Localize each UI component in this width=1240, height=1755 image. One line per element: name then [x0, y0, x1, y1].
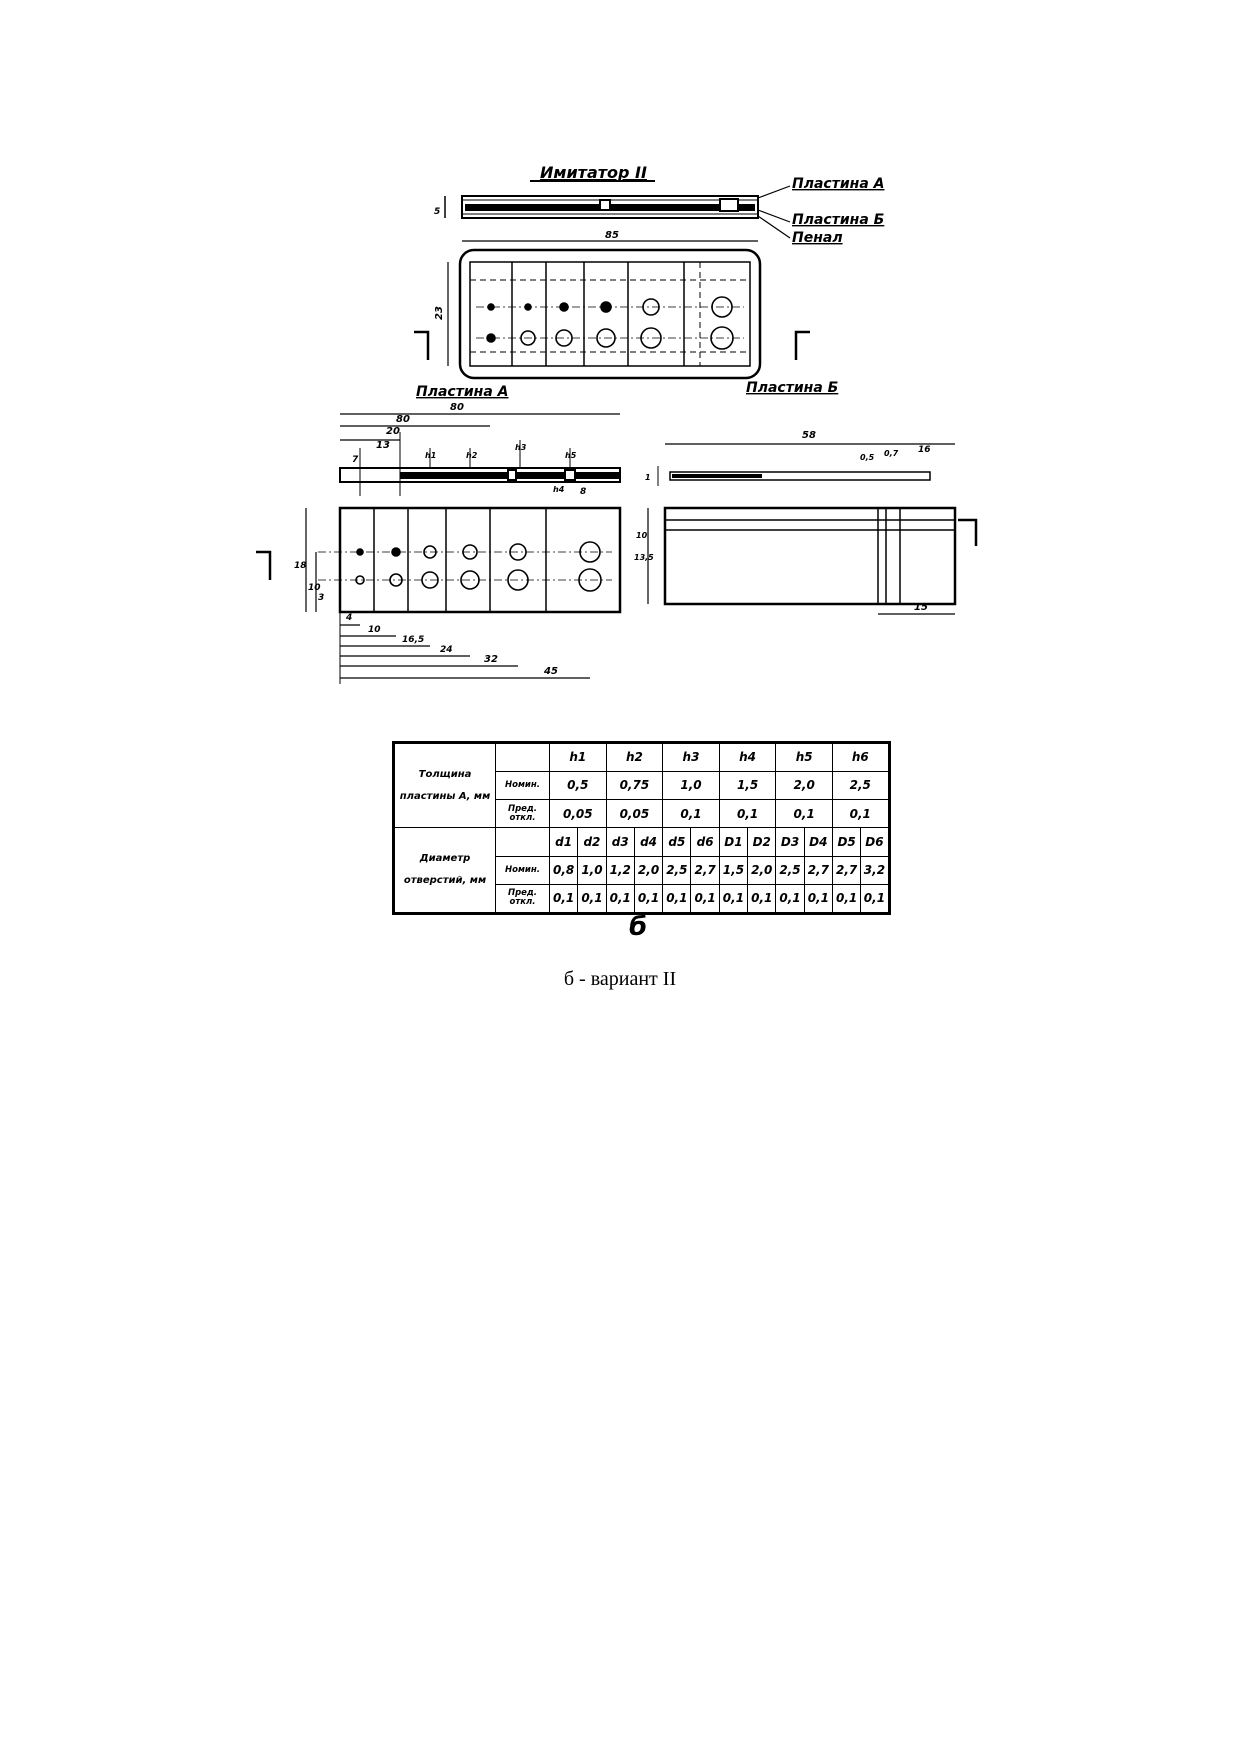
dimension-label: 13 — [376, 440, 390, 451]
plate-a-plan — [340, 508, 620, 612]
row-header-diameter: Диаметр отверстий, мм — [394, 828, 496, 914]
table-cell: 2,5 — [776, 856, 804, 884]
table-cell: 0,1 — [663, 800, 720, 828]
dimension-label: 32 — [484, 654, 498, 665]
dimension-label: 24 — [440, 645, 453, 655]
table-row-h-labels — [394, 743, 890, 772]
table-cell: 2,5 — [663, 856, 691, 884]
dimension-label: 20 — [386, 426, 400, 437]
dimension-label: 10 — [308, 583, 321, 593]
table-cell: 1,5 — [719, 856, 747, 884]
dimension-label: 13,5 — [634, 553, 654, 562]
row-header-thickness: Толщина пластины А, мм — [394, 743, 496, 828]
table-cell: 1,5 — [719, 772, 776, 800]
label-plate-a-top: Пластина А — [792, 176, 885, 192]
table-cell: 0,05 — [606, 800, 663, 828]
h-label: h2 — [606, 743, 663, 772]
table-cell: D3 — [776, 828, 804, 856]
table-cell: 0,1 — [578, 884, 606, 913]
dimension-label: 3 — [318, 593, 325, 603]
dimension-label: 7 — [352, 455, 359, 465]
label-plate-a-bottom: Пластина А — [416, 384, 509, 400]
dimension-label: 45 — [544, 666, 558, 677]
dimension-label: 23 — [434, 306, 445, 320]
spec-table — [392, 741, 891, 915]
dimension-label: 18 — [294, 561, 307, 571]
dimension-label: h4 — [553, 485, 565, 494]
dimension-label: 0,7 — [884, 449, 899, 458]
dimension-label: 80 — [396, 414, 410, 425]
table-cell: 0,1 — [663, 884, 691, 913]
table-cell: d5 — [663, 828, 691, 856]
technical-drawing — [0, 0, 1240, 720]
h-label: h1 — [550, 743, 607, 772]
table-cell — [496, 743, 550, 772]
table-cell: 2,7 — [804, 856, 832, 884]
table-cell: D5 — [832, 828, 860, 856]
dimension-label: 16,5 — [402, 635, 425, 645]
table-cell: 0,1 — [691, 884, 719, 913]
table-cell: 0,75 — [606, 772, 663, 800]
table-cell: 0,1 — [861, 884, 889, 913]
table-cell: 0,1 — [832, 884, 860, 913]
figure-letter: б — [629, 912, 648, 942]
label-case: Пенал — [792, 230, 843, 246]
tolerance-label: Пред. откл. — [496, 800, 550, 828]
table-cell: Номин. — [496, 856, 550, 884]
table-row-d-labels — [394, 828, 890, 856]
dimension-label: h2 — [466, 451, 478, 460]
table-cell: 2,0 — [748, 856, 776, 884]
table-cell — [496, 828, 550, 856]
dimension-label: 1 — [645, 473, 651, 482]
dimension-label: 85 — [605, 230, 619, 241]
dimension-label: 80 — [450, 402, 464, 413]
table-cell: 0,5 — [550, 772, 607, 800]
table-cell: 1,0 — [663, 772, 720, 800]
plate-a-holes — [318, 542, 612, 591]
dimension-label: 16 — [918, 445, 931, 455]
table-cell: 2,7 — [691, 856, 719, 884]
table-cell: 0,1 — [719, 884, 747, 913]
dimension-label: 15 — [914, 602, 928, 613]
dimension-label: 5 — [434, 207, 441, 217]
dimension-label: 10 — [636, 531, 648, 540]
table-cell: 2,7 — [832, 856, 860, 884]
table-cell: 0,8 — [550, 856, 578, 884]
label-plate-b-bottom: Пластина Б — [746, 380, 839, 396]
table-cell: D2 — [748, 828, 776, 856]
table-cell: 0,05 — [550, 800, 607, 828]
table-cell: d4 — [634, 828, 662, 856]
table-cell: 3,2 — [861, 856, 889, 884]
h-label: h6 — [832, 743, 889, 772]
dimension-label: 8 — [580, 487, 587, 497]
dimension-label: h5 — [565, 451, 577, 460]
h-label: h4 — [719, 743, 776, 772]
dimension-label: 58 — [802, 430, 816, 441]
table-cell: 0,1 — [748, 884, 776, 913]
dimension-label: 10 — [368, 625, 381, 635]
table-cell: d6 — [691, 828, 719, 856]
table-cell: 0,1 — [550, 884, 578, 913]
table-cell: 0,1 — [719, 800, 776, 828]
dimension-label: 4 — [346, 613, 353, 623]
table-cell: 1,2 — [606, 856, 634, 884]
table-cell: 2,0 — [776, 772, 833, 800]
table-cell: 0,1 — [776, 884, 804, 913]
plan-holes — [476, 297, 744, 349]
table-cell: 2,5 — [832, 772, 889, 800]
drawing-title: Имитатор II — [540, 163, 647, 182]
h-label: h5 — [776, 743, 833, 772]
table-cell: D1 — [719, 828, 747, 856]
dimension-label: h1 — [425, 451, 437, 460]
table-cell: d2 — [578, 828, 606, 856]
table-cell: 0,1 — [606, 884, 634, 913]
table-cell: D6 — [861, 828, 889, 856]
table-cell: Пред. откл. — [496, 884, 550, 913]
h-label: h3 — [663, 743, 720, 772]
table-cell: 0,1 — [634, 884, 662, 913]
dimension-label: 0,5 — [860, 453, 875, 462]
table-cell: D4 — [804, 828, 832, 856]
plate-b-plan — [665, 508, 955, 604]
table-cell: 0,1 — [832, 800, 889, 828]
figure-caption: б - вариант II — [563, 968, 677, 990]
table-cell: 1,0 — [578, 856, 606, 884]
dimension-label: h3 — [515, 443, 527, 452]
label-plate-b-top: Пластина Б — [792, 212, 885, 228]
table-cell: 2,0 — [634, 856, 662, 884]
table-cell: d3 — [606, 828, 634, 856]
table-cell: d1 — [550, 828, 578, 856]
table-cell: 0,1 — [776, 800, 833, 828]
nominal-label: Номин. — [496, 772, 550, 800]
table-cell: 0,1 — [804, 884, 832, 913]
